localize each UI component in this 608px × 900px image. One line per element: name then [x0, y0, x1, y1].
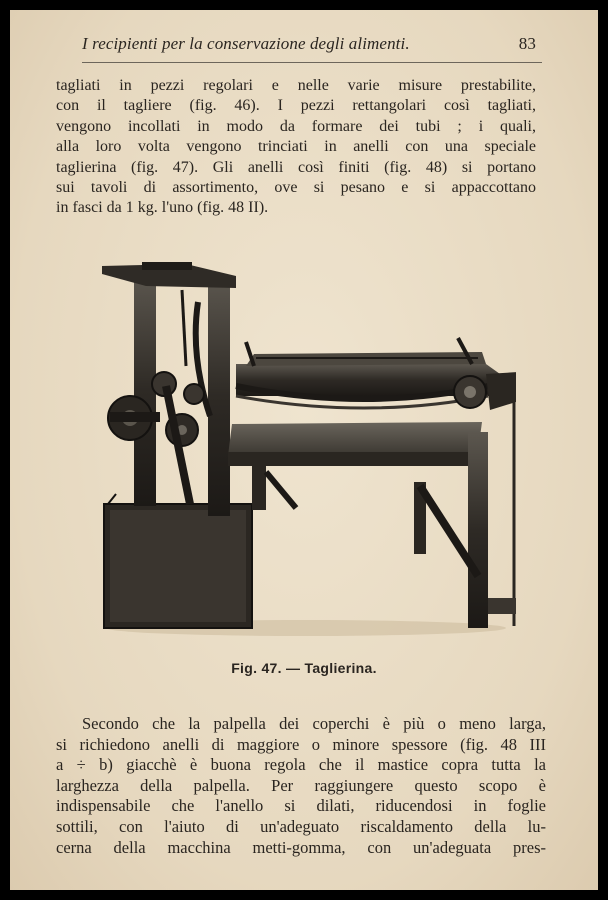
text-line: cerna della macchina metti-gomma, con un'adeguata pres-: [56, 837, 546, 857]
taglierina-machine-illustration: [86, 246, 516, 638]
text-line: taglierina (fig. 47). Gli anelli così finiti (fig. 48) si portano: [56, 158, 536, 176]
text-line: in fasci da 1 kg. l'uno (fig. 48 II).: [56, 199, 269, 217]
text-line: vengono incollati in modo da formare dei tubi ; i quali,: [56, 117, 536, 135]
paragraph-2: [56, 714, 546, 858]
text-line: tagliati in pezzi regolari e nelle varie misure prestabilite,: [56, 77, 536, 94]
text-line: indispensabile che l'anello si dilati, riducendosi in foglie: [56, 796, 546, 816]
text-line: Secondo che la palpella dei coperchi è più o meno larga,: [82, 714, 546, 733]
text-line: larghezza della palpella. Per raggiungere questo scopo è: [56, 775, 546, 795]
text-line: sui tavoli di assortimento, ove si pesano e si appaccottano: [56, 179, 536, 197]
running-header: [82, 34, 542, 56]
header-rule: [82, 62, 542, 63]
text-line: alla loro volta vengono trinciati in anelli con una speciale: [56, 138, 536, 156]
text-line: a ÷ b) giacchè è buona regola che il mastice copra tutta la: [56, 755, 546, 775]
paragraph-1: [56, 76, 536, 219]
text-line: sottili, con l'aiuto di un'adeguato riscaldamento della lu-: [56, 816, 546, 836]
figure-47: [86, 246, 516, 638]
text-line: con il tagliere (fig. 46). I pezzi rettangolari così tagliati,: [56, 97, 536, 115]
page-number: 83: [518, 34, 536, 53]
figure-caption: Fig. 47. — Taglierina.: [231, 660, 377, 676]
book-page: [10, 10, 598, 890]
text-line: si richiedono anelli di maggiore o minore spessore (fig. 48 III: [56, 734, 546, 754]
running-title: I recipienti per la conservazione degli alimenti.: [82, 34, 410, 53]
